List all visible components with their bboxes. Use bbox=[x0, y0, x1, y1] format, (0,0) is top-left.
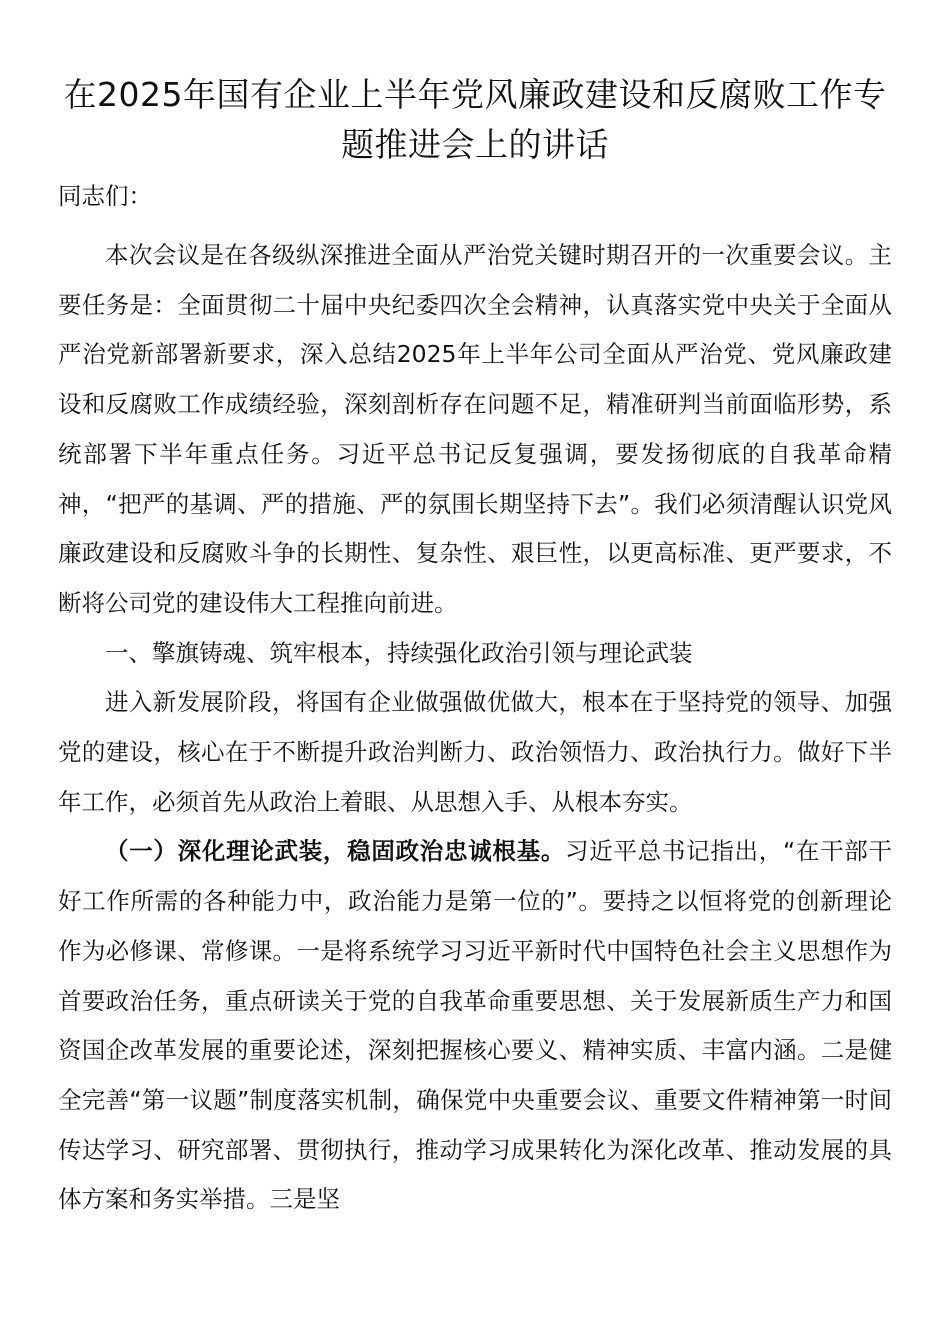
salutation: 同志们： bbox=[58, 182, 152, 210]
paragraph-intro: 本次会议是在各级纵深推进全面从严治党关键时期召开的一次重要会议。主要任务是：全面贯彻二十届中央纪委四次全会精神，认真落实党中央关于全面从严治党新部署新要求，深入总结2025年上半年公司全面从严治党、党风廉政建设和反腐败工作成绩经验，深刻剖析存在问题不足，精准研判当前面临形势，系统部署下半年重点任务。习近平总书记反复强调，要发扬彻底的自我革命精神，“把严的基调、严的措施、严的氛围长期坚持下去”。我们必须清醒认识党风廉政建设和反腐败斗争的长期性、复杂性、艰巨性，以更高标准、更严要求，不断将公司党的建设伟大工程推向前进。 bbox=[58, 241, 892, 617]
document-title: 在2025年国有企业上半年党风廉政建设和反腐败工作专题推进会上的讲话 bbox=[63, 75, 887, 164]
paragraph-section-1-intro: 进入新发展阶段，将国有企业做强做优做大，根本在于坚持党的领导、加强党的建设，核心在于不断提升政治判断力、政治领悟力、政治执行力。做好下半年工作，必须首先从政治上着眼、从思想入手、从根本夯实。 bbox=[58, 688, 892, 816]
subsection-1-body: 习近平总书记指出，“在干部干好工作所需的各种能力中，政治能力是第一位的”。要持之以恒将党的创新理论作为必修课、常修课。一是将系统学习习近平新时代中国特色社会主义思想作为首要政治任务，重点研读关于党的自我革命重要思想、关于发展新质生产力和国资国企改革发展的重要论述，深刻把握核心要义、精神实质、丰富内涵。二是健全完善“第一议题”制度落实机制，确保党中央重要会议、重要文件精神第一时间传达学习、研究部署、贯彻执行，推动学习成果转化为深化改革、推动发展的具体方案和务实举措。三是坚 bbox=[58, 837, 892, 1214]
subsection-heading-1: （一）深化理论武装，稳固政治忠诚根基。 bbox=[105, 837, 566, 866]
section-heading-1: 一、擎旗铸魂、筑牢根本，持续强化政治引领与理论武装 bbox=[105, 638, 693, 667]
paragraph-subsection-1 bbox=[58, 827, 892, 1225]
